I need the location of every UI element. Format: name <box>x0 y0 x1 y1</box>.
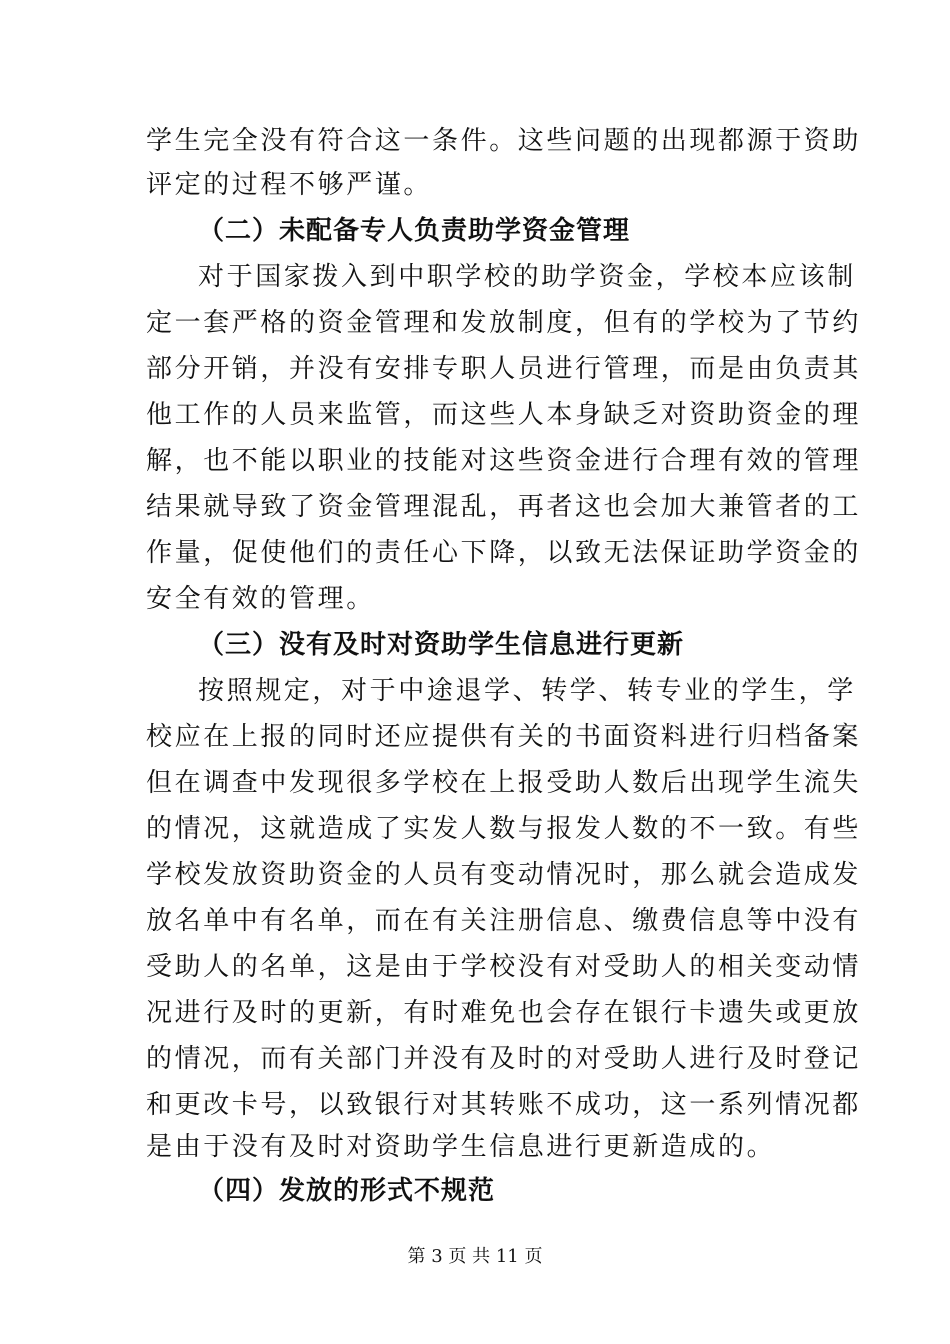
paragraph-line: 按照规定，对于中途退学、转学、转专业的学生，学 <box>198 676 856 706</box>
paragraph-line: 学生完全没有符合这一条件。这些问题的出现都源于资助 <box>146 126 862 156</box>
page-number-footer: 第 3 页 共 11 页 <box>407 1246 543 1267</box>
paragraph-line: 定一套严格的资金管理和发放制度，但有的学校为了节约 <box>146 308 862 338</box>
paragraph-line: 校应在上报的同时还应提供有关的书面资料进行归档备案 <box>146 722 862 752</box>
paragraph-line: 的情况，而有关部门并没有及时的对受助人进行及时登记 <box>146 1044 862 1074</box>
paragraph-line: 但在调查中发现很多学校在上报受助人数后出现学生流失 <box>146 768 862 798</box>
paragraph-line: 对于国家拨入到中职学校的助学资金，学校本应该制 <box>198 262 856 292</box>
paragraph-line: 学校发放资助资金的人员有变动情况时，那么就会造成发 <box>146 860 862 890</box>
paragraph-line: 况进行及时的更新，有时难免也会存在银行卡遗失或更放 <box>146 998 862 1028</box>
paragraph-line: 作量，促使他们的责任心下降，以致无法保证助学资金的 <box>146 538 862 568</box>
paragraph-line: 评定的过程不够严谨。 <box>146 170 433 200</box>
paragraph-line: 的情况，这就造成了实发人数与报发人数的不一致。有些 <box>146 814 862 844</box>
paragraph-line: 部分开销，并没有安排专职人员进行管理，而是由负责其 <box>146 354 862 384</box>
section-heading-3: （三）没有及时对资助学生信息进行更新 <box>198 630 685 660</box>
paragraph-line: 受助人的名单，这是由于学校没有对受助人的相关变动情 <box>146 952 862 982</box>
paragraph-line: 解，也不能以职业的技能对这些资金进行合理有效的管理 <box>146 446 862 476</box>
paragraph-line: 结果就导致了资金管理混乱，再者这也会加大兼管者的工 <box>146 492 862 522</box>
paragraph-line: 和更改卡号，以致银行对其转账不成功，这一系列情况都 <box>146 1090 862 1120</box>
paragraph-line: 他工作的人员来监管，而这些人本身缺乏对资助资金的理 <box>146 400 862 430</box>
section-heading-4: （四）发放的形式不规范 <box>198 1176 496 1206</box>
paragraph-line: 是由于没有及时对资助学生信息进行更新造成的。 <box>146 1132 776 1162</box>
section-heading-2: （二）未配备专人负责助学资金管理 <box>198 216 631 246</box>
paragraph-line: 放名单中有名单，而在有关注册信息、缴费信息等中没有 <box>146 906 862 936</box>
paragraph-line: 安全有效的管理。 <box>146 584 375 614</box>
